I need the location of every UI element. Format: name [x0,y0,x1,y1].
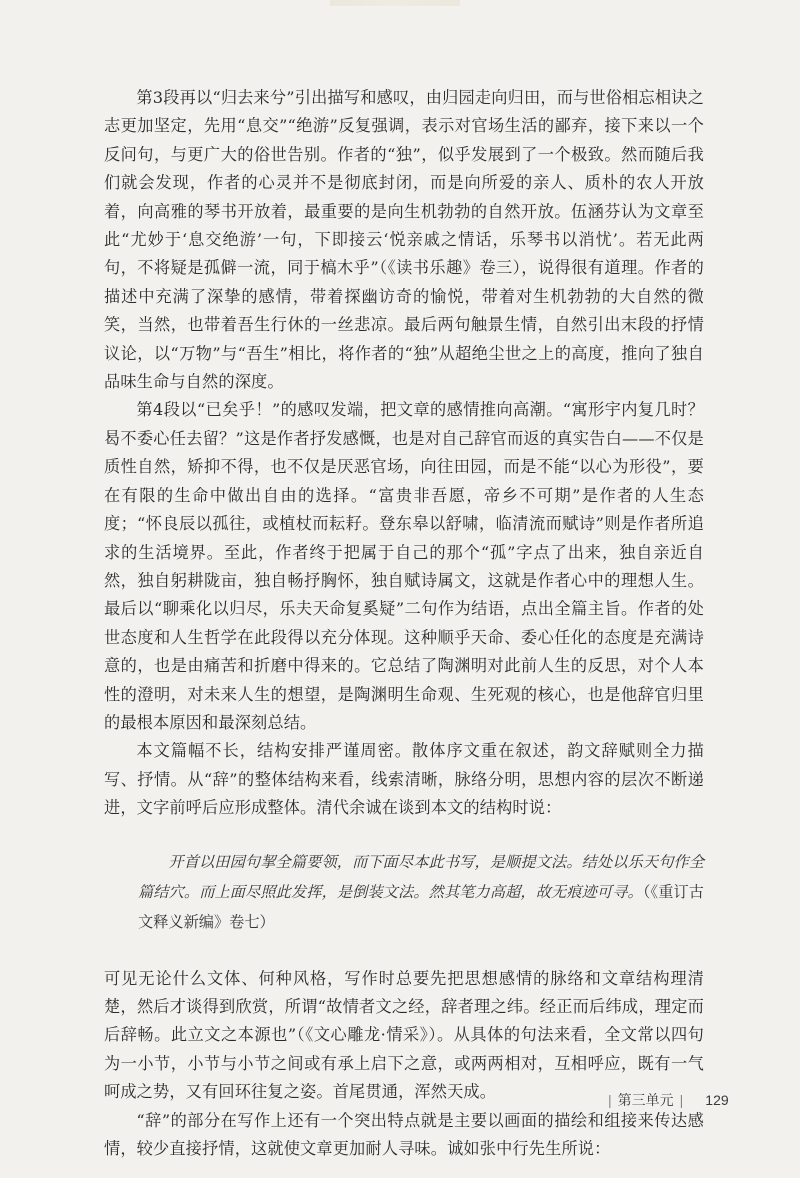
quote-source: （《重订古文释义新编》卷七） [138,882,704,931]
page-footer [608,1090,729,1110]
footer-bar-left: | [608,1092,612,1108]
quote-text: 开首以田园句挈全篇要领，而下面尽本此书写，是顺提文法。结处以乐天句作全篇结穴。而上面尽照此发挥，是倒装文法。然其笔力高超，故无痕迹可寻。 [138,852,704,901]
block-quote [104,847,704,937]
paragraph-imagery: “辞”的部分在写作上还有一个突出特点就是主要以画面的描绘和组接来传达感情，较少直接抒情，这就使文章更加耐人寻味。诚如张中行先生所说： [104,1110,704,1158]
footer-bar-right: | [679,1092,684,1108]
top-decoration [330,0,460,6]
paragraph-4: 第4段以“已矣乎！”的感叹发端，把文章的感情推向高潮。“寓形宇内复几时？曷不委心任去留？”这是作者抒发感慨，也是对自己辞官而返的真实告白——不仅是质性自然，矫抑不得，也不仅是厌恶官场，向往田园，而是不能“以心为形役”，要在有限的生命中做出自由的选择。“富贵非吾愿，帝乡不可期”是作者的人生态度；“怀良辰以孤往，或植杖而耘耔。登东皋以舒啸，临清流而赋诗”则是作者所追求的生活境界。至此，作者终于把属于自己的那个“孤”字点了出来，独自亲近自然，独自躬耕陇亩，独自畅抒胸怀，独自赋诗属文，这就是作者心中的理想人生。最后以“聊乘化以归尽，乐夫天命复奚疑”二句作为结语，点出全篇主旨。作者的处世态度和人生哲学在此段得以充分体现。这种顺乎天命、委心任化的态度是充满诗意的，也是由痛苦和折磨中得来的。它总结了陶渊明对此前人生的反思，对个人本性的澄明，对未来人生的想望，是陶渊明生命观、生死观的核心，也是他辞官归里的最根本原因和最深刻总结。 [104,400,704,732]
page-body [104,84,704,1163]
paragraph-3: 第3段再以“归去来兮”引出描写和感叹，由归园走向归田，而与世俗相忘相诀之志更加坚定，先用“息交”“绝游”反复强调，表示对官场生活的鄙弃，接下来以一个反问句，与更广大的俗世告别。作者的“独”，似乎发展到了一个极致。然而随后我们就会发现，作者的心灵并不是彻底封闭，而是向所爱的亲人、质朴的农人开放着，向高雅的琴书开放着，最重要的是向生机勃勃的自然开放。伍涵芬认为文章至此“尤妙于‘息交绝游’一句，下即接云‘悦亲戚之情话，乐琴书以消忧’。若无此两句，不将疑是孤僻一流，同于槁木乎”（《读书乐趣》卷三），说得很有道理。作者的描述中充满了深挚的感情，带着探幽访奇的愉悦，带着对生机勃勃的大自然的微笑，当然，也带着吾生行休的一丝悲凉。最后两句触景生情，自然引出末段的抒情议论，以“万物”与“吾生”相比，将作者的“独”从超绝尘世之上的高度，推向了独自品味生命与自然的深度。 [104,88,704,392]
unit-label: 第三单元 [617,1092,674,1108]
paragraph-structure: 本文篇幅不长，结构安排严谨周密。散体序文重在叙述，韵文辞赋则全力描写、抒情。从“辞”的整体结构来看，线索清晰，脉络分明，思想内容的层次不断递进，文字前呼后应形成整体。清代余诚在谈到本文的结构时说： [104,741,704,818]
paragraph-style: 可见无论什么文体、何种风格，写作时总要先把思想感情的脉络和文章结构理清楚，然后才谈得到欣赏，所谓“故情者文之经，辞者理之纬。经正而后纬成，理定而后辞畅。此立文之本源也”（《文心雕龙·情采》）。从具体的句法来看，全文常以四句为一小节，小节与小节之间或有承上启下之意，或两两相对，互相呼应，既有一气呵成之势，又有回环往复之姿。首尾贯通，浑然天成。 [104,968,704,1102]
page-number: 129 [705,1092,729,1108]
